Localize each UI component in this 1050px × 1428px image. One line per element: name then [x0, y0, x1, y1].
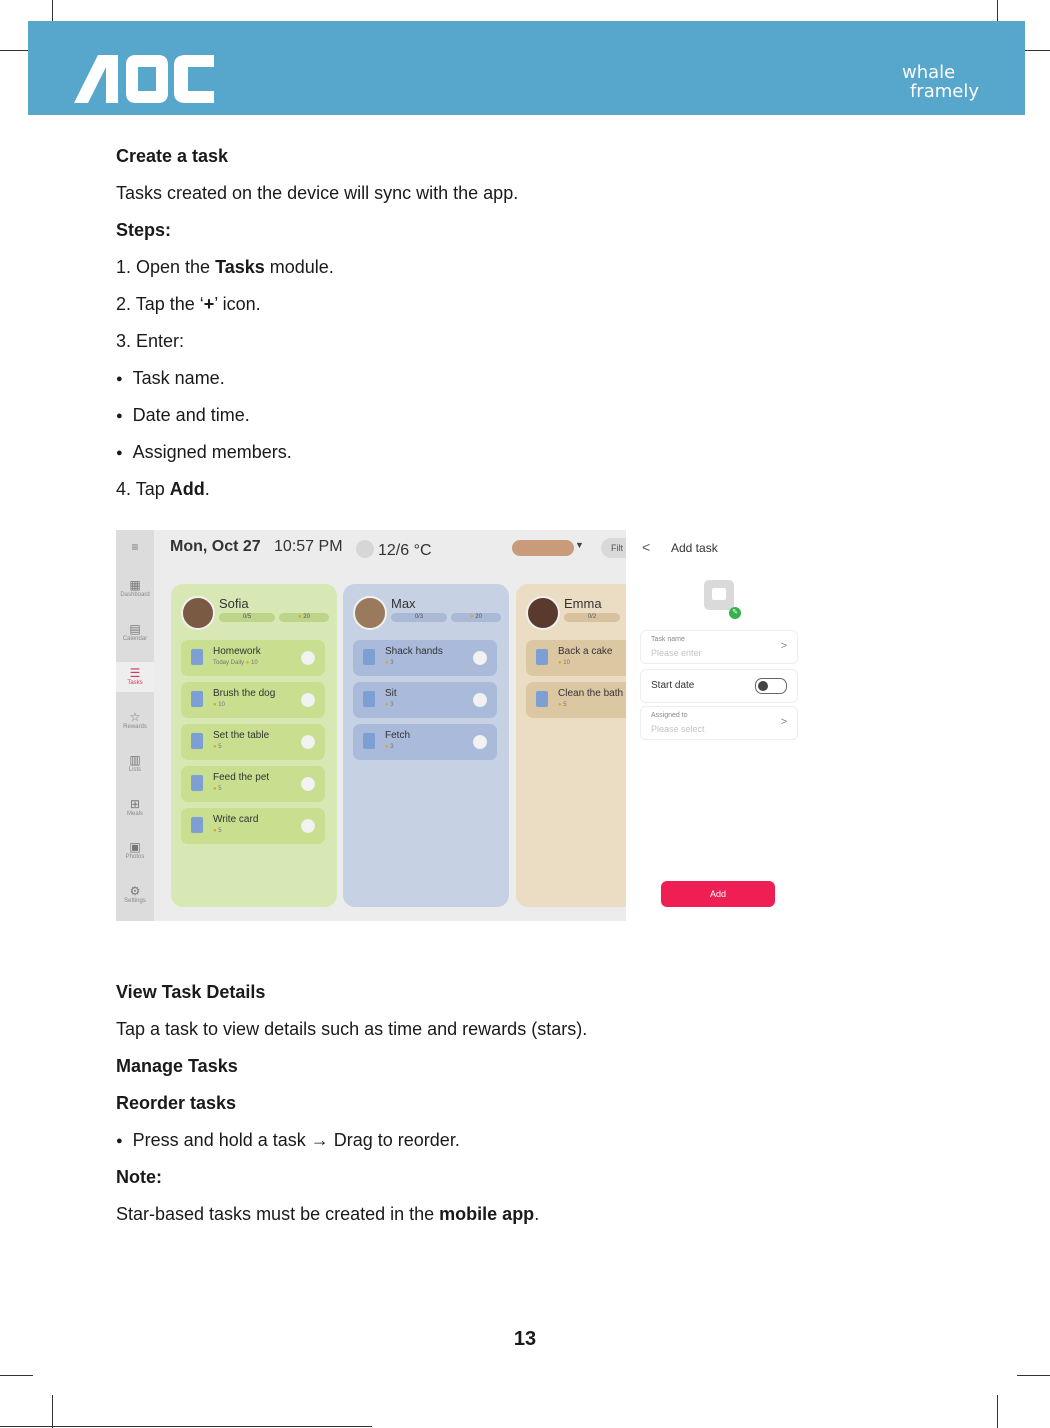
- member-column-sofia: [171, 584, 337, 907]
- avatar: [181, 596, 215, 630]
- member-name: Emma: [564, 596, 602, 611]
- view-text: Tap a task to view details such as time and rewards (stars).: [116, 1019, 588, 1039]
- section-title-create: Create a task: [116, 146, 229, 166]
- rail-photos[interactable]: ▣ Photos: [116, 840, 154, 860]
- document-icon: [191, 817, 203, 833]
- photo-icon: ▣: [129, 840, 141, 854]
- rail-meals[interactable]: ⊞ Meals: [116, 797, 154, 817]
- task-card[interactable]: Write card ● 5: [181, 808, 325, 844]
- task-checkbox[interactable]: [301, 819, 315, 833]
- task-card[interactable]: Sit ● 3: [353, 682, 497, 718]
- crop-mark: [1017, 1375, 1050, 1376]
- device-topbar: [170, 538, 343, 556]
- task-card[interactable]: Brush the dog ● 10: [181, 682, 325, 718]
- star-icon: ☆: [129, 710, 141, 724]
- weather-icon: [356, 540, 374, 558]
- device-screenshot: [116, 530, 626, 921]
- rail-rewards[interactable]: ☆ Rewards: [116, 710, 154, 730]
- document-icon: [191, 733, 203, 749]
- task-name-field[interactable]: [640, 630, 798, 664]
- task-card[interactable]: Back a cake ● 10: [526, 640, 626, 676]
- crop-mark: [52, 1395, 53, 1428]
- step-1: 1. Open the Tasks module.: [116, 257, 334, 277]
- add-button[interactable]: Add: [661, 881, 775, 907]
- note-text: Star-based tasks must be created in the mobile app.: [116, 1204, 540, 1224]
- task-card[interactable]: Set the table ● 5: [181, 724, 325, 760]
- phone-add-task-screen: [638, 530, 800, 921]
- crop-mark: [0, 1375, 33, 1376]
- calendar-icon: ▤: [129, 622, 141, 636]
- menu-icon[interactable]: ≡: [131, 540, 139, 554]
- member-avatars[interactable]: [512, 540, 574, 556]
- page-number: 13: [513, 1328, 537, 1350]
- device-date: Mon, Oct 27: [170, 538, 261, 555]
- bullet-members: ● Assigned members.: [116, 440, 292, 467]
- rail-tasks[interactable]: ☰ Tasks: [116, 662, 154, 692]
- rail-lists[interactable]: ▥ Lists: [116, 753, 154, 773]
- step-3: 3. Enter:: [116, 331, 185, 351]
- start-date-toggle[interactable]: [755, 678, 787, 694]
- field-label: Assigned to: [651, 712, 688, 719]
- step-2: 2. Tap the ‘+’ icon.: [116, 294, 261, 314]
- field-label: Start date: [651, 680, 695, 691]
- task-checkbox[interactable]: [473, 735, 487, 749]
- create-intro: Tasks created on the device will sync with the app.: [116, 183, 519, 203]
- star-total: ● 20: [279, 613, 329, 622]
- task-count: 0/3: [391, 613, 447, 622]
- field-placeholder: Please select: [651, 724, 705, 734]
- whale-framely-logo: [902, 63, 979, 101]
- member-column-max: [343, 584, 509, 907]
- steps-label: Steps:: [116, 220, 172, 240]
- reorder-bullet: ● Press and hold a task → Drag to reorder.: [116, 1128, 460, 1155]
- task-count: 0/2: [564, 613, 620, 622]
- tasks-icon: ☰: [129, 666, 141, 680]
- task-checkbox[interactable]: [473, 693, 487, 707]
- avatar: [353, 596, 387, 630]
- bottom-rule: [0, 1426, 372, 1427]
- document-icon: [536, 649, 548, 665]
- rail-settings[interactable]: ⚙ Settings: [116, 884, 154, 904]
- filter-button[interactable]: Filt: [601, 538, 626, 558]
- task-card[interactable]: Shack hands ● 3: [353, 640, 497, 676]
- task-card[interactable]: Fetch ● 3: [353, 724, 497, 760]
- edit-icon[interactable]: ✎: [729, 607, 741, 619]
- screen-title: Add task: [671, 541, 718, 555]
- chevron-down-icon[interactable]: ▼: [575, 540, 584, 550]
- document-icon: [191, 691, 203, 707]
- task-card[interactable]: Feed the pet ● 5: [181, 766, 325, 802]
- document-icon: [363, 733, 375, 749]
- task-checkbox[interactable]: [473, 651, 487, 665]
- back-chevron-icon[interactable]: <: [642, 539, 651, 555]
- member-column-emma: [516, 584, 626, 907]
- step-4: 4. Tap Add.: [116, 479, 210, 499]
- image-placeholder-icon[interactable]: [704, 580, 734, 610]
- brand-line-2: framely: [909, 81, 979, 102]
- member-name: Sofia: [219, 596, 249, 611]
- page-header: [28, 21, 1025, 115]
- rail-calendar[interactable]: ▤ Calendar: [116, 622, 154, 642]
- task-checkbox[interactable]: [301, 735, 315, 749]
- dashboard-icon: ▦: [129, 578, 141, 592]
- note-label: Note:: [116, 1167, 162, 1187]
- meals-icon: ⊞: [129, 797, 141, 811]
- crop-mark: [997, 1395, 998, 1428]
- star-total: ● 20: [451, 613, 501, 622]
- document-icon: [363, 691, 375, 707]
- start-date-field: [640, 669, 798, 703]
- member-name: Max: [391, 596, 416, 611]
- task-checkbox[interactable]: [301, 651, 315, 665]
- section-title-view: View Task Details: [116, 982, 266, 1002]
- chevron-right-icon: >: [780, 716, 787, 728]
- document-icon: [191, 649, 203, 665]
- device-time: 10:57 PM: [274, 538, 343, 555]
- chevron-right-icon: >: [780, 640, 787, 652]
- document-icon: [363, 649, 375, 665]
- section-title-reorder: Reorder tasks: [116, 1093, 237, 1113]
- list-icon: ▥: [129, 753, 141, 767]
- bullet-date-time: ● Date and time.: [116, 403, 250, 430]
- task-card[interactable]: Clean the bath ● 5: [526, 682, 626, 718]
- section-title-manage: Manage Tasks: [116, 1056, 238, 1076]
- bullet-task-name: ● Task name.: [116, 366, 225, 393]
- brand-line-1: whale: [901, 62, 956, 83]
- document-icon: [191, 775, 203, 791]
- task-card[interactable]: Homework Today Daily ● 10: [181, 640, 325, 676]
- assigned-to-field[interactable]: [640, 706, 798, 740]
- document-icon: [536, 691, 548, 707]
- task-checkbox[interactable]: [301, 777, 315, 791]
- field-label: Task name: [651, 636, 685, 643]
- field-placeholder: Please enter: [651, 648, 702, 658]
- task-count: 0/5: [219, 613, 275, 622]
- aoc-logo: [74, 55, 214, 103]
- weather: 12/6 °C: [356, 540, 432, 560]
- avatar: [526, 596, 560, 630]
- rail-dashboard[interactable]: ▦ Dashboard: [116, 578, 154, 598]
- gear-icon: ⚙: [129, 884, 141, 898]
- task-checkbox[interactable]: [301, 693, 315, 707]
